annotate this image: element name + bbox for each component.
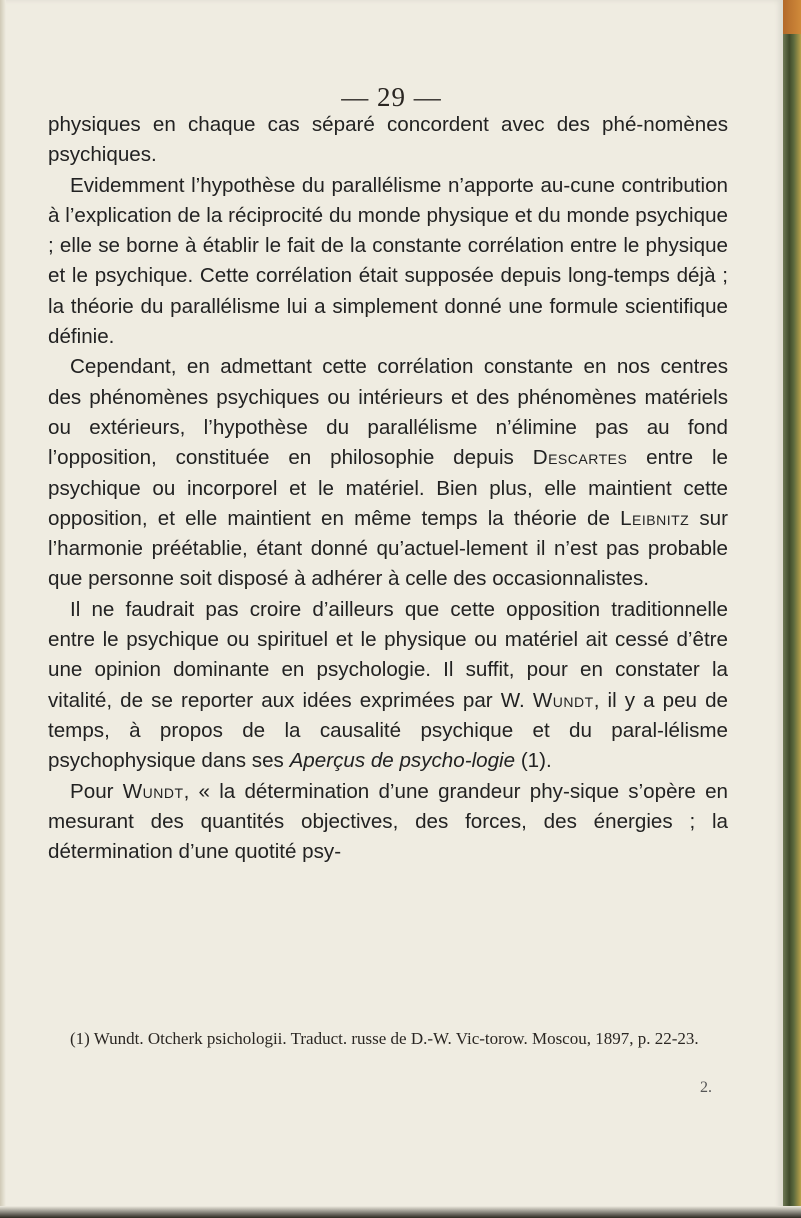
footnote-text: (1) Wundt. Otcherk psichologii. Traduct. russe de D.-W. Vic-torow. Moscou, 1897, p. 22-23.	[70, 1029, 699, 1048]
paragraph-4	[48, 595, 728, 777]
paragraph-2-text: Evidemment l’hypothèse du parallélisme n’apporte au-cune contribution à l’explication de la réciprocité du monde physique et du monde psychique ; elle se borne à établir le fait de la constante corrélation entre le physique et le psychique. Cette corrélation était supposée depuis long-temps déjà ; la théorie du parallélisme lui a simplement donné une formule scientifique définie.	[48, 173, 728, 349]
paragraph-5-text-b: , « la détermination d’une grandeur phy-sique s’opère en mesurant des quantités objectives, des forces, des énergies ; la détermination d’une quotité psy-	[48, 779, 728, 864]
paragraph-4-text-b: , il y a peu de temps, à propos de la causalité psychique et du paral-lélisme psychophysique dans ses	[48, 688, 729, 773]
paragraph-2	[48, 171, 728, 353]
paragraph-5-text-a: Pour	[70, 779, 123, 803]
name-wundt: Wundt	[532, 688, 594, 712]
signature-mark: 2.	[700, 1079, 712, 1096]
name-wundt-2: Wundt	[122, 779, 184, 803]
paragraph-3-text-a: Cependant, en admettant cette corrélation constante en nos centres des phénomènes psychiques ou intérieurs et des phénomènes matériels ou extérieurs, l’hypothèse du parallélisme n’élimine pas au fond l’opposition, constituée en philosophie depuis	[48, 355, 728, 470]
page-left-edge	[0, 0, 6, 1218]
footnote	[48, 1027, 728, 1051]
name-leibnitz: Leibnitz	[620, 506, 690, 530]
binding-strip	[783, 0, 801, 1218]
paragraph-4-text-a: Il ne faudrait pas croire d’ailleurs que cette opposition traditionnelle entre le psychique ou spirituel et le physique ou matériel ait cessé d’être une opinion dominante en psychologie. Il suffit, pour en constater la vitalité, de se reporter aux idées exprimées par W.	[48, 597, 728, 712]
body-text	[48, 110, 728, 867]
paragraph-3	[48, 352, 728, 594]
page-number: — 29 —	[341, 82, 442, 112]
footnote-reference: (1).	[515, 749, 552, 773]
paragraph-5	[48, 777, 728, 868]
paragraph-1	[48, 110, 728, 171]
book-title-apercus: Aperçus de psycho-logie	[289, 749, 516, 773]
paragraph-3-text-c: sur l’harmonie préétablie, étant donné qu’actuel-lement il n’est pas probable que personne soit disposé à adhérer à celle des occasionnalistes.	[48, 506, 728, 591]
binding-corner	[783, 0, 801, 34]
paragraph-3-text-b: entre le psychique ou incorporel et le matériel. Bien plus, elle maintient cette opposition, et elle maintient en même temps la théorie de	[48, 446, 728, 530]
page-bottom-edge	[0, 1206, 801, 1218]
name-descartes: Descartes	[532, 446, 628, 470]
paragraph-1-text: physiques en chaque cas séparé concordent avec des phé-nomènes psychiques.	[48, 113, 728, 167]
